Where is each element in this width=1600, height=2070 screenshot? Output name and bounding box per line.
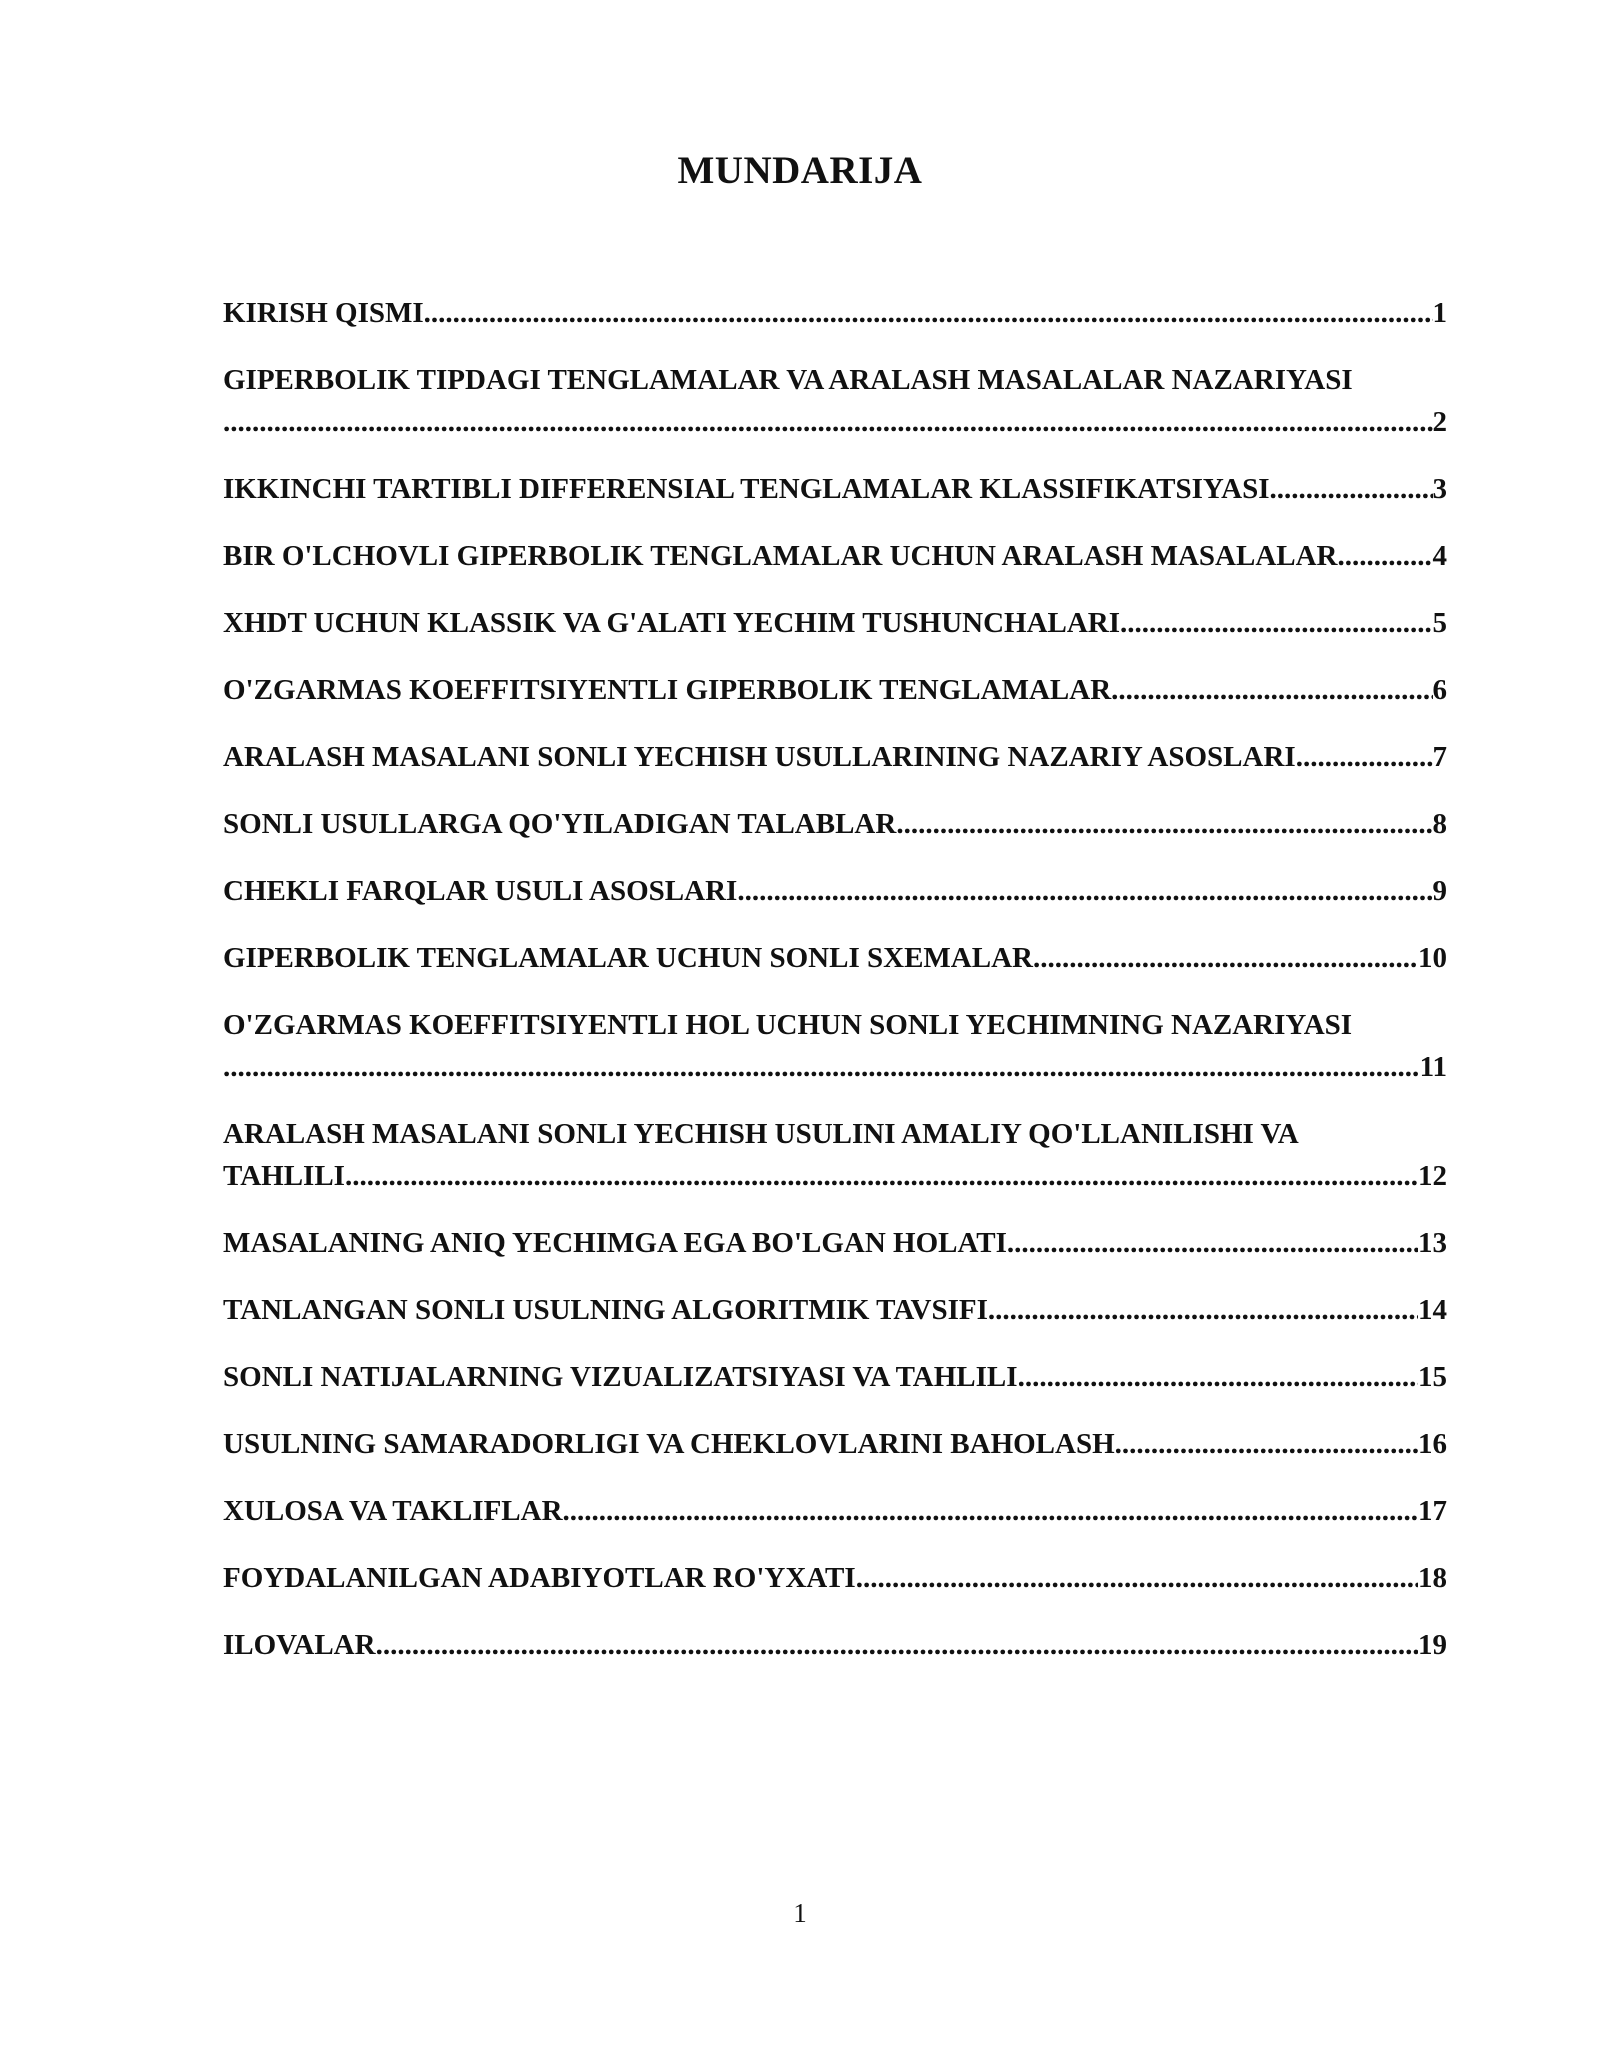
toc-entry [223, 803, 1447, 845]
toc-entry [223, 937, 1447, 979]
toc-entry-title: O'ZGARMAS KOEFFITSIYENTLI GIPERBOLIK TENGLAMALAR [223, 674, 1112, 706]
toc-entry-page: 3 [1432, 473, 1447, 505]
toc-leader-dots [1270, 468, 1433, 510]
toc-entry-title: CHEKLI FARQLAR USULI ASOSLARI [223, 875, 738, 907]
toc-entry-page: 4 [1432, 540, 1447, 572]
toc-leader-dots [1111, 669, 1432, 711]
toc-entry-page: 7 [1432, 741, 1447, 773]
toc-leader-dots [223, 401, 1433, 443]
page-number: 1 [793, 1898, 807, 1928]
toc-entry-title: FOYDALANILGAN ADABIYOTLAR RO'YXATI [223, 1562, 856, 1594]
toc-entry-title: MASALANING ANIQ YECHIMGA EGA BO'LGAN HOLATI [223, 1227, 1007, 1259]
toc-entry-title: GIPERBOLIK TIPDAGI TENGLAMALAR VA ARALASH MASALALAR NAZARIYASI [223, 364, 1353, 396]
toc-entry-title: XHDT UCHUN KLASSIK VA G'ALATI YECHIM TUSHUNCHALARI [223, 607, 1121, 639]
toc-entry-page: 8 [1432, 808, 1447, 840]
toc-entry [223, 1222, 1447, 1264]
toc-leader-dots [1033, 937, 1418, 979]
toc-entry [223, 1624, 1447, 1666]
toc-entry-title: SONLI USULLARGA QO'YILADIGAN TALABLAR [223, 808, 897, 840]
toc-entry [223, 1423, 1447, 1465]
toc-entry-title: XULOSA VA TAKLIFLAR [223, 1495, 563, 1527]
toc-entry-title: TANLANGAN SONLI USULNING ALGORITMIK TAVSIFI [223, 1294, 988, 1326]
toc-entry-title: SONLI NATIJALARNING VIZUALIZATSIYASI VA TAHLILI [223, 1361, 1018, 1393]
toc-entry-page: 1 [1432, 297, 1447, 329]
toc-leader-dots [1120, 602, 1432, 644]
toc-entry-page: 9 [1432, 875, 1447, 907]
toc-leader-dots [563, 1490, 1418, 1532]
table-of-contents [223, 292, 1447, 1691]
toc-leader-dots [856, 1557, 1418, 1599]
toc-entry-title: ARALASH MASALANI SONLI YECHISH USULLARINING NAZARIY ASOSLARI [223, 741, 1296, 773]
toc-entry-page: 14 [1418, 1294, 1447, 1326]
toc-entry [223, 468, 1447, 510]
toc-entry-title: USULNING SAMARADORLIGI VA CHEKLOVLARINI BAHOLASH [223, 1428, 1115, 1460]
toc-entry [223, 292, 1447, 334]
toc-entry-title: GIPERBOLIK TENGLAMALAR UCHUN SONLI SXEMALAR [223, 942, 1033, 974]
toc-entry-title: O'ZGARMAS KOEFFITSIYENTLI HOL UCHUN SONLI YECHIMNING NAZARIYASI [223, 1009, 1353, 1041]
toc-entry-title-cont: TAHLILI [223, 1160, 345, 1192]
toc-leader-dots [1338, 535, 1433, 577]
toc-leader-dots [896, 803, 1432, 845]
toc-entry [223, 1289, 1447, 1331]
toc-leader-dots [988, 1289, 1418, 1331]
toc-entry-title: ARALASH MASALANI SONLI YECHISH USULINI AMALIY QO'LLANILISHI VA [223, 1118, 1299, 1150]
toc-entry-page: 5 [1432, 607, 1447, 639]
toc-entry-title: BIR O'LCHOVLI GIPERBOLIK TENGLAMALAR UCHUN ARALASH MASALALAR [223, 540, 1338, 572]
page-title: MUNDARIJA [677, 149, 923, 192]
toc-entry-page: 11 [1419, 1051, 1447, 1083]
toc-leader-dots [1296, 736, 1433, 778]
toc-entry-page: 17 [1418, 1495, 1447, 1527]
toc-entry [223, 359, 1447, 443]
toc-entry [223, 602, 1447, 644]
toc-entry-page: 12 [1418, 1160, 1447, 1192]
toc-entry-page: 6 [1432, 674, 1447, 706]
toc-entry-page: 16 [1418, 1428, 1447, 1460]
toc-leader-dots [223, 1046, 1420, 1088]
toc-entry-page: 2 [1432, 406, 1447, 438]
toc-leader-dots [376, 1624, 1418, 1666]
toc-entry [223, 1490, 1447, 1532]
toc-leader-dots [737, 870, 1432, 912]
toc-entry [223, 1557, 1447, 1599]
toc-entry-title: IKKINCHI TARTIBLI DIFFERENSIAL TENGLAMALAR KLASSIFIKATSIYASI [223, 473, 1270, 505]
toc-entry-page: 19 [1418, 1629, 1447, 1661]
toc-entry [223, 535, 1447, 577]
toc-entry-title: ILOVALAR [223, 1629, 376, 1661]
toc-entry-page: 13 [1418, 1227, 1447, 1259]
toc-entry [223, 669, 1447, 711]
toc-entry-title: KIRISH QISMI [223, 297, 424, 329]
toc-leader-dots [1007, 1222, 1418, 1264]
toc-entry [223, 1113, 1447, 1197]
toc-entry [223, 1004, 1447, 1088]
toc-entry [223, 1356, 1447, 1398]
toc-entry-page: 10 [1418, 942, 1447, 974]
toc-entry-page: 15 [1418, 1361, 1447, 1393]
toc-leader-dots [424, 292, 1433, 334]
toc-entry [223, 870, 1447, 912]
toc-leader-dots [1115, 1423, 1418, 1465]
toc-entry [223, 736, 1447, 778]
toc-leader-dots [345, 1155, 1418, 1197]
toc-leader-dots [1018, 1356, 1418, 1398]
toc-entry-page: 18 [1418, 1562, 1447, 1594]
